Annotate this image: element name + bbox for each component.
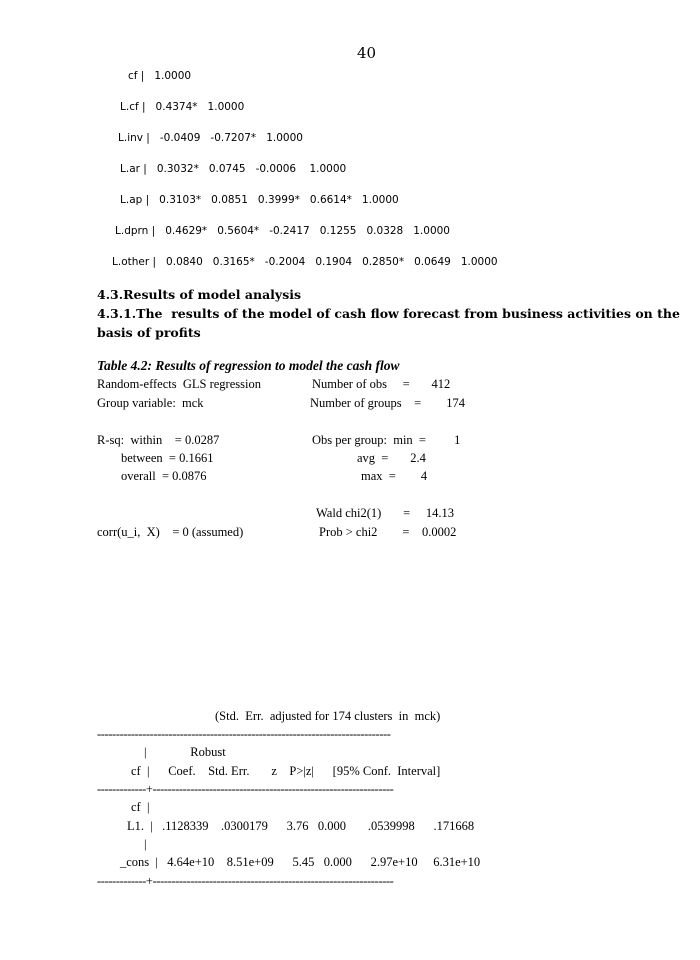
model-type: Random-effects GLS regression	[97, 377, 261, 391]
rsq-between: between = 0.1661	[121, 451, 214, 465]
rsq-overall: overall = 0.0876	[121, 469, 207, 483]
header-robust: | Robust	[144, 745, 226, 759]
corr-row: L.inv | -0.0409 -0.7207* 1.0000	[118, 132, 303, 144]
subsection-heading: 4.3.1.The results of the model of cash flow forecast from business activities on the	[97, 306, 680, 321]
table-rule-bottom: -------------+----------------------------------------------------------------	[97, 874, 394, 888]
prob-chi2: Prob > chi2 = 0.0002	[319, 525, 457, 539]
corr-row: L.dprn | 0.4629* 0.5604* -0.2417 0.1255 0.0328 1.0000	[115, 225, 450, 237]
corr-row: L.cf | 0.4374* 1.0000	[120, 101, 245, 113]
section-heading: 4.3.Results of model analysis	[97, 287, 302, 302]
table-rule-top: ------------------------------------------------------------------------------	[97, 727, 391, 741]
corr-row: cf | 1.0000	[128, 70, 192, 82]
row-spacer: |	[144, 837, 147, 851]
obs-per-group-max: max = 4	[361, 469, 428, 483]
table-rule-mid: -------------+----------------------------------------------------------------	[97, 782, 394, 796]
wald-chi2: Wald chi2(1) = 14.13	[316, 506, 454, 520]
table-caption: Table 4.2: Results of regression to model the cash flow	[97, 358, 400, 373]
number-of-groups: Number of groups = 174	[310, 396, 465, 410]
std-err-note: (Std. Err. adjusted for 174 clusters in mck)	[215, 709, 441, 723]
rsq-within: R-sq: within = 0.0287	[97, 433, 220, 447]
subsection-heading-cont: basis of profits	[97, 325, 201, 340]
corr-row: L.ap | 0.3103* 0.0851 0.3999* 0.6614* 1.0000	[120, 194, 399, 206]
corr-row: L.ar | 0.3032* 0.0745 -0.0006 1.0000	[120, 163, 347, 175]
corr-ui-x: corr(u_i, X) = 0 (assumed)	[97, 525, 244, 539]
number-of-obs: Number of obs = 412	[312, 377, 451, 391]
row-cons: _cons | 4.64e+10 8.51e+09 5.45 0.000 2.97e+10 6.31e+10	[120, 855, 481, 869]
obs-per-group-avg: avg = 2.4	[357, 451, 426, 465]
group-variable: Group variable: mck	[97, 396, 204, 410]
obs-per-group-min: Obs per group: min = 1	[312, 433, 461, 447]
corr-row: L.other | 0.0840 0.3165* -0.2004 0.1904 0.2850* 0.0649 1.0000	[112, 256, 498, 268]
row-l1: L1. | .1128339 .0300179 3.76 0.000 .0539998 .171668	[127, 819, 475, 833]
page-number: 40	[357, 44, 377, 62]
variable-cf: cf |	[131, 800, 150, 814]
header-columns: cf | Coef. Std. Err. z P>|z| [95% Conf. Interval]	[131, 764, 441, 778]
